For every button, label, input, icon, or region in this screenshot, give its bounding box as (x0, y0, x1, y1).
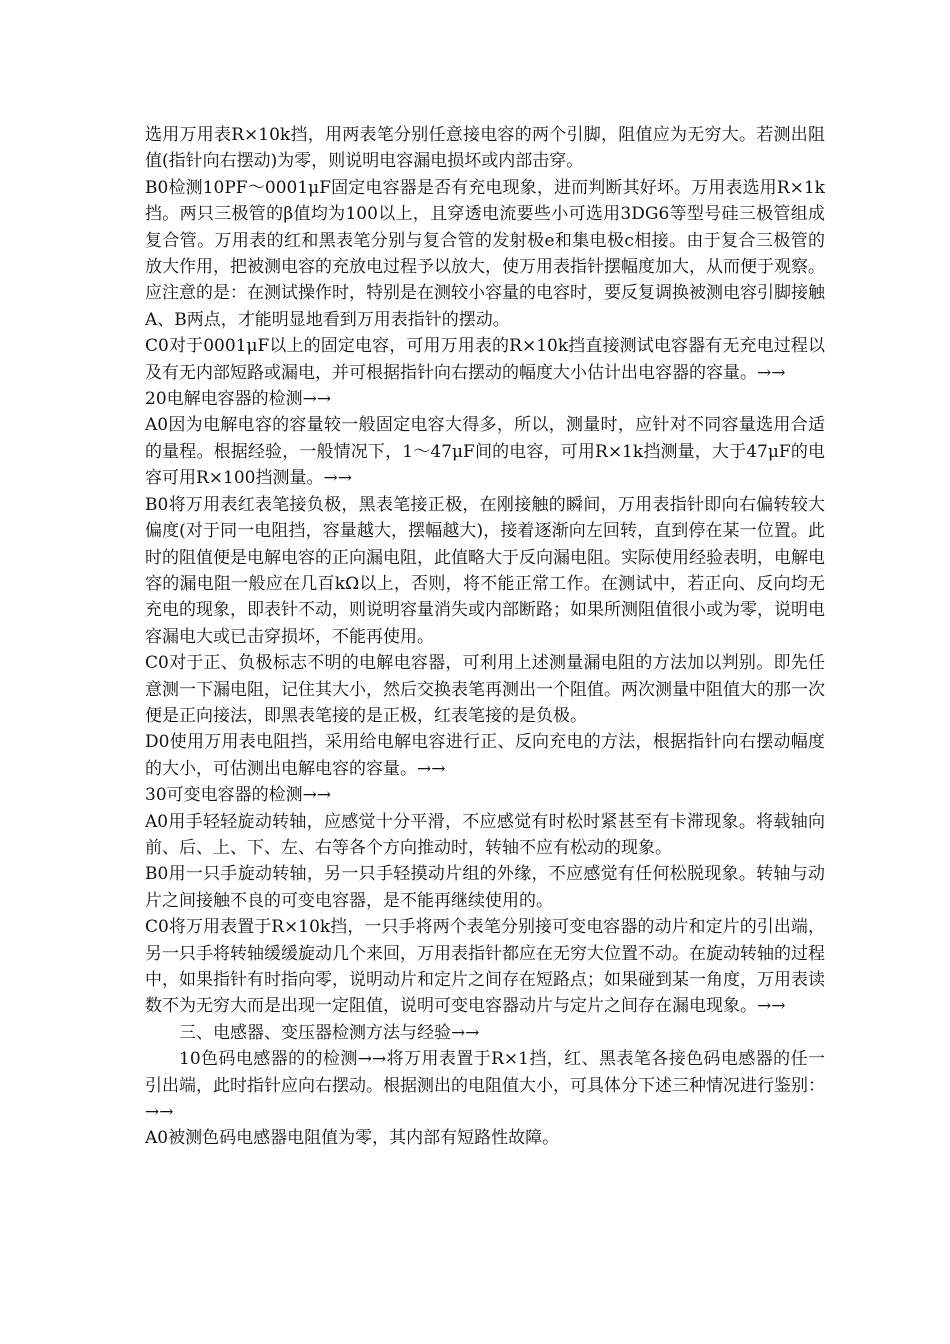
section-heading-electrolytic: 20电解电容器的检测→→ (145, 389, 332, 410)
paragraph-open-line: 选用万用表R×10k挡，用两表笔分别任意接电容的两个引脚，阻值应为无穷大。若测出阻值(指针向右摆动)为零，则说明电容漏电损坏或内部击穿。 (145, 125, 825, 172)
chapter-heading-inductor: 三、电感器、变压器检测方法与经验→→ (179, 1022, 480, 1043)
paragraph-b0-variable: B0用一只手旋动转轴，另一只手轻摸动片组的外缘，不应感觉有任何松脱现象。转轴与动片之间接触不良的可变电容器，是不能再继续使用的。 (145, 864, 825, 911)
paragraph-c0-variable: C0将万用表置于R×10k挡，一只手将两个表笔分别接可变电容器的动片和定片的引出端，另一只手将转轴缓缓旋动几个来回，万用表指针都应在无穷大位置不动。在旋动转轴的过程中，如果指针有时指向零，说明动片和定片之间存在短路点；如果碰到某一角度，万用表读数不为无穷大而是出现一定阻值，说明可变电容器动片与定片之间存在漏电现象。→→ (145, 917, 825, 1017)
paragraph-a0-variable: A0用手轻轻旋动转轴，应感觉十分平滑，不应感觉有时松时紧甚至有卡滞现象。将载轴向前、后、上、下、左、右等各个方向推动时，转轴不应有松动的现象。 (145, 811, 825, 858)
paragraph-color-code-inductor: 10色码电感器的的检测→→将万用表置于R×1挡，红、黑表笔各接色码电感器的任一引出端，此时指针应向右摆动。根据测出的电阻值大小，可具体分下述三种情况进行鉴别：→→ (145, 1049, 825, 1123)
document-body (145, 122, 825, 1152)
paragraph-c0-fixed-capacitor: C0对于0001μF以上的固定电容，可用万用表的R×10k挡直接测试电容器有无充电过程以及有无内部短路或漏电，并可根据指针向右摆动的幅度大小估计出电容器的容量。→→ (145, 336, 825, 383)
section-heading-variable: 30可变电容器的检测→→ (145, 785, 332, 806)
paragraph-d0-electrolytic: D0使用万用表电阻挡，采用给电解电容进行正、反向充电的方法，根据指针向右摆动幅度的大小，可估测出电解电容的容量。→→ (145, 732, 825, 779)
paragraph-b0-electrolytic: B0将万用表红表笔接负极，黑表笔接正极，在刚接触的瞬间，万用表指针即向右偏转较大偏度(对于同一电阻挡，容量越大，摆幅越大)，接着逐渐向左回转，直到停在某一位置。此时的阻值便是电解电容的正向漏电阻，此值略大于反向漏电阻。实际使用经验表明，电解电容的漏电阻一般应在几百kΩ以上，否则，将不能正常工作。在测试中，若正向、反向均无充电的现象，即表针不动，则说明容量消失或内部断路；如果所测阻值很小或为零，说明电容漏电大或已击穿损坏，不能再使用。 (145, 494, 825, 647)
paragraph-a0-inductor: A0被测色码电感器电阻值为零，其内部有短路性故障。 (145, 1128, 560, 1149)
paragraph-c0-electrolytic: C0对于正、负极标志不明的电解电容器，可利用上述测量漏电阻的方法加以判别。即先任意测一下漏电阻，记住其大小，然后交换表笔再测出一个阻值。两次测量中阻值大的那一次便是正向接法，即黑表笔接的是正极，红表笔接的是负极。 (145, 653, 825, 726)
paragraph-b0-small-capacitor: B0检测10PF～0001μF固定电容器是否有充电现象，进而判断其好坏。万用表选用R×1k挡。两只三极管的β值均为100以上，且穿透电流要些小可选用3DG6等型号硅三极管组成复合管。万用表的红和黑表笔分别与复合管的发射极e和集电极c相接。由于复合三极管的放大作用，把被测电容的充放电过程予以放大，使万用表指针摆幅度加大，从而便于观察。应注意的是：在测试操作时，特别是在测较小容量的电容时，要反复调换被测电容引脚接触A、B两点，才能明显地看到万用表指针的摆动。 (145, 177, 825, 330)
paragraph-a0-electrolytic: A0因为电解电容的容量较一般固定电容大得多，所以，测量时，应针对不同容量选用合适的量程。根据经验，一般情况下，1～47μF间的电容，可用R×1k挡测量，大于47μF的电容可用R×100挡测量。→→ (145, 415, 825, 489)
